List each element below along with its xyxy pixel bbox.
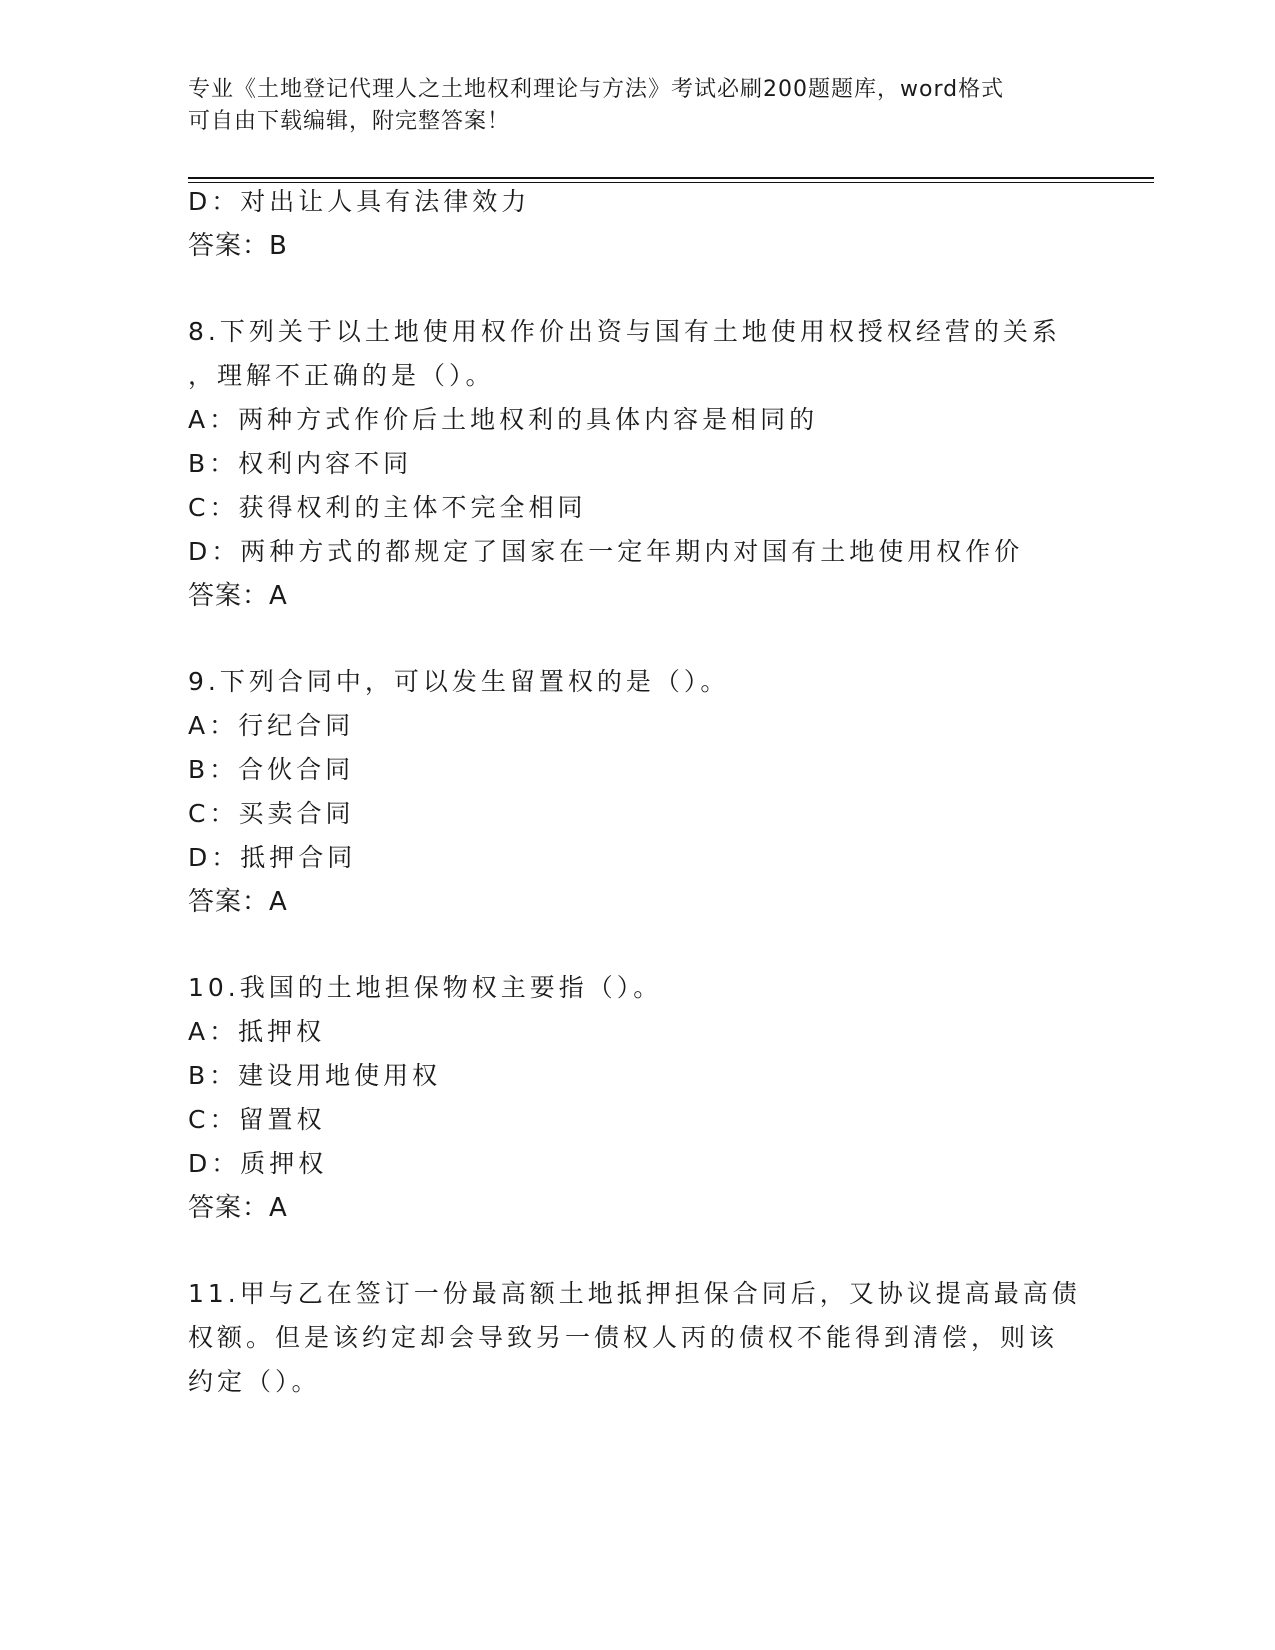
q8-option-b: B：权利内容不同 bbox=[188, 449, 413, 478]
prev-option-d: D：对出让人具有法律效力 bbox=[188, 187, 531, 216]
q9-answer: 答案：A bbox=[188, 887, 288, 917]
q10-option-b: B：建设用地使用权 bbox=[188, 1061, 442, 1090]
q10-answer: 答案：A bbox=[188, 1193, 288, 1223]
q8-stem-line-2: ，理解不正确的是（）。 bbox=[188, 361, 495, 390]
document-header bbox=[188, 74, 1068, 138]
q9-stem-line-1: 9.下列合同中，可以发生留置权的是（）。 bbox=[188, 667, 730, 696]
header-title-line-2: 可自由下载编辑，附完整答案！ bbox=[188, 109, 511, 134]
header-divider-thick bbox=[188, 177, 1154, 179]
q11-stem-line-2: 权额。但是该约定却会导致另一债权人丙的债权不能得到清偿，则该 bbox=[188, 1323, 1059, 1352]
q10-stem-line-1: 10.我国的土地担保物权主要指（）。 bbox=[188, 973, 663, 1002]
q8-option-c: C：获得权利的主体不完全相同 bbox=[188, 493, 587, 522]
q11-stem-line-1: 11.甲与乙在签订一份最高额土地抵押担保合同后，又协议提高最高债 bbox=[188, 1279, 1081, 1308]
q10-option-d: D：质押权 bbox=[188, 1149, 328, 1178]
prev-answer: 答案：B bbox=[188, 231, 288, 261]
q9-option-b: B：合伙合同 bbox=[188, 755, 355, 784]
q9-option-d: D：抵押合同 bbox=[188, 843, 357, 872]
q11-stem-line-3: 约定（）。 bbox=[188, 1367, 321, 1396]
q8-option-d: D：两种方式的都规定了国家在一定年期内对国有土地使用权作价 bbox=[188, 537, 1024, 566]
q8-answer: 答案：A bbox=[188, 581, 288, 611]
q8-stem-line-1: 8.下列关于以土地使用权作价出资与国有土地使用权授权经营的关系 bbox=[188, 317, 1061, 346]
q9-option-a: A：行纪合同 bbox=[188, 711, 355, 740]
header-divider-thin bbox=[188, 182, 1154, 183]
q10-option-a: A：抵押权 bbox=[188, 1017, 326, 1046]
q10-option-c: C：留置权 bbox=[188, 1105, 326, 1134]
q8-option-a: A：两种方式作价后土地权利的具体内容是相同的 bbox=[188, 405, 819, 434]
header-title-line-1: 专业《土地登记代理人之土地权利理论与方法》考试必刷200题题库，word格式 bbox=[188, 77, 1005, 102]
q9-option-c: C：买卖合同 bbox=[188, 799, 355, 828]
